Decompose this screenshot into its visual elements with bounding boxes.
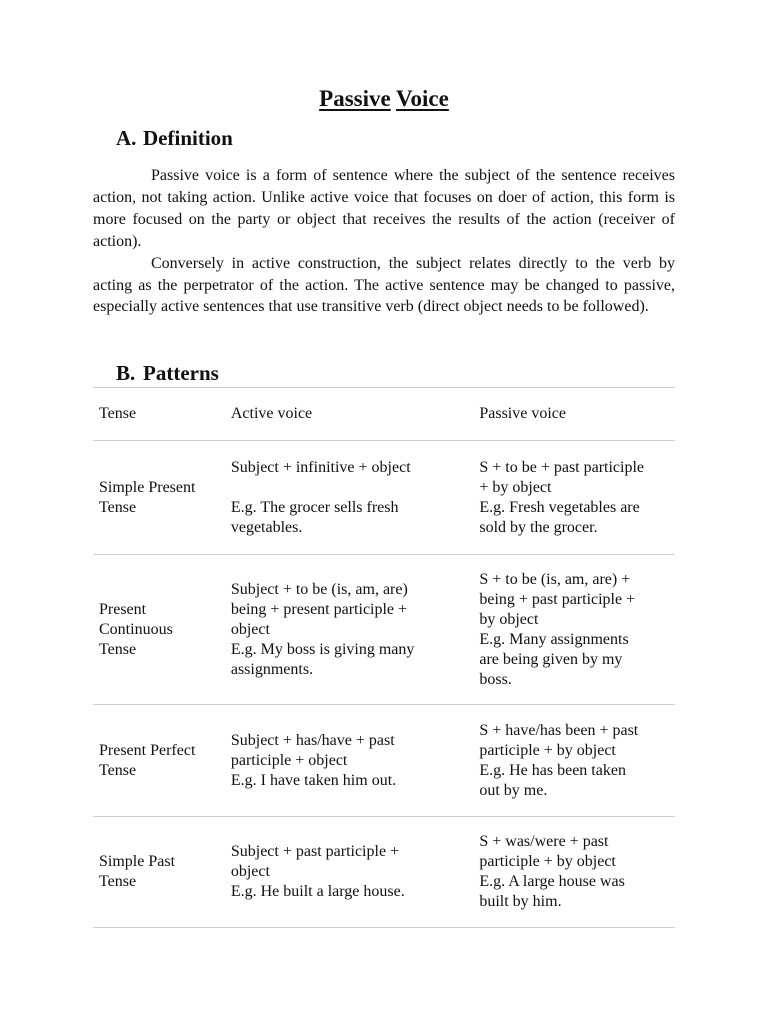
- active-line: object: [230, 863, 270, 880]
- passive-line: S + have/has been + past: [479, 721, 639, 739]
- passive-line: E.g. Many assignments: [479, 630, 629, 648]
- section-heading-label: Patterns: [143, 361, 219, 385]
- active-line: object: [230, 620, 270, 638]
- passive-line: built by him.: [479, 893, 562, 910]
- header-tense: Tense: [93, 388, 225, 441]
- active-line: E.g. He built a large house.: [230, 883, 405, 900]
- active-line: participle + object: [230, 751, 348, 769]
- tense-line: Present: [99, 600, 147, 618]
- tense-cell: [93, 705, 225, 817]
- passive-line: E.g. He has been taken: [479, 761, 626, 779]
- passive-line: out by me.: [479, 781, 548, 799]
- header-active-voice: Active voice: [225, 388, 474, 441]
- passive-line: E.g. Fresh vegetables are: [479, 498, 640, 516]
- active-line: vegetables.: [230, 518, 303, 536]
- active-line: assignments.: [230, 660, 314, 678]
- passive-line: are being given by my: [479, 650, 623, 668]
- tense-line: Simple Past: [99, 853, 176, 870]
- table-row: [93, 555, 675, 705]
- definition-body: [93, 165, 675, 318]
- passive-voice-cell: [473, 555, 675, 705]
- active-line: Subject + past participle +: [230, 843, 400, 860]
- passive-line: being + past participle +: [479, 590, 636, 608]
- title-word-passive: Passive: [319, 86, 391, 111]
- passive-line: sold by the grocer.: [479, 518, 598, 536]
- passive-line: participle + by object: [479, 853, 616, 870]
- definition-paragraph: Passive voice is a form of sentence where the subject of the sentence receives action, not taking action. Unlike active voice that focuses on doer of action, this form is more focused on the party or object that receives the results of the action (receiver of action).: [93, 167, 675, 250]
- table-row: [93, 817, 675, 928]
- tense-cell: [93, 555, 225, 705]
- tense-line: Tense: [99, 498, 137, 516]
- table-row: [93, 705, 675, 817]
- section-heading-definition: [116, 126, 233, 151]
- active-voice-cell: [225, 555, 474, 705]
- active-line: being + present participle +: [230, 600, 408, 618]
- passive-line: S + was/were + past: [479, 833, 609, 850]
- passive-line: + by object: [479, 478, 552, 496]
- tense-line: Tense: [99, 640, 137, 658]
- page-title: [0, 86, 768, 112]
- table-row: [93, 441, 675, 555]
- active-line: Subject + to be (is, am, are): [230, 580, 408, 598]
- section-marker: B.: [116, 361, 136, 385]
- header-passive-voice: Passive voice: [473, 388, 675, 441]
- passive-line: by object: [479, 610, 539, 628]
- passive-line: boss.: [479, 670, 512, 688]
- passive-line: participle + by object: [479, 741, 616, 759]
- passive-line: S + to be + past participle: [479, 458, 645, 476]
- tense-line: Present Perfect: [99, 741, 196, 759]
- passive-line: E.g. A large house was: [479, 873, 625, 890]
- definition-paragraph: Conversely in active construction, the subject relates directly to the verb by acting as the perpetrator of the action. The active sentence may be changed to passive, especially active sentences that use transitive verb (direct object needs to be followed).: [93, 254, 675, 316]
- active-line: E.g. My boss is giving many: [230, 640, 415, 658]
- active-line: E.g. The grocer sells fresh: [230, 498, 399, 516]
- tense-cell: [93, 817, 225, 928]
- tense-line: Continuous: [99, 620, 173, 638]
- tense-line: Tense: [99, 761, 137, 779]
- tense-line: Tense: [99, 873, 137, 890]
- passive-voice-cell: [473, 441, 675, 555]
- active-line: Subject + infinitive + object: [230, 458, 411, 476]
- table-header-row: [93, 388, 675, 441]
- title-word-voice: Voice: [396, 86, 449, 111]
- section-marker: A.: [116, 126, 137, 150]
- tense-cell: [93, 441, 225, 555]
- passive-voice-cell: [473, 705, 675, 817]
- line-gap: [231, 478, 468, 498]
- active-line: Subject + has/have + past: [230, 731, 395, 749]
- patterns-table: [93, 387, 675, 928]
- active-voice-cell: [225, 705, 474, 817]
- active-line: E.g. I have taken him out.: [230, 771, 397, 789]
- active-voice-cell: [225, 441, 474, 555]
- section-heading-patterns: [116, 361, 219, 386]
- active-voice-cell: [225, 817, 474, 928]
- tense-line: Simple Present: [99, 478, 196, 496]
- passive-line: S + to be (is, am, are) +: [479, 570, 631, 588]
- passive-voice-cell: [473, 817, 675, 928]
- section-heading-label: Definition: [143, 126, 233, 150]
